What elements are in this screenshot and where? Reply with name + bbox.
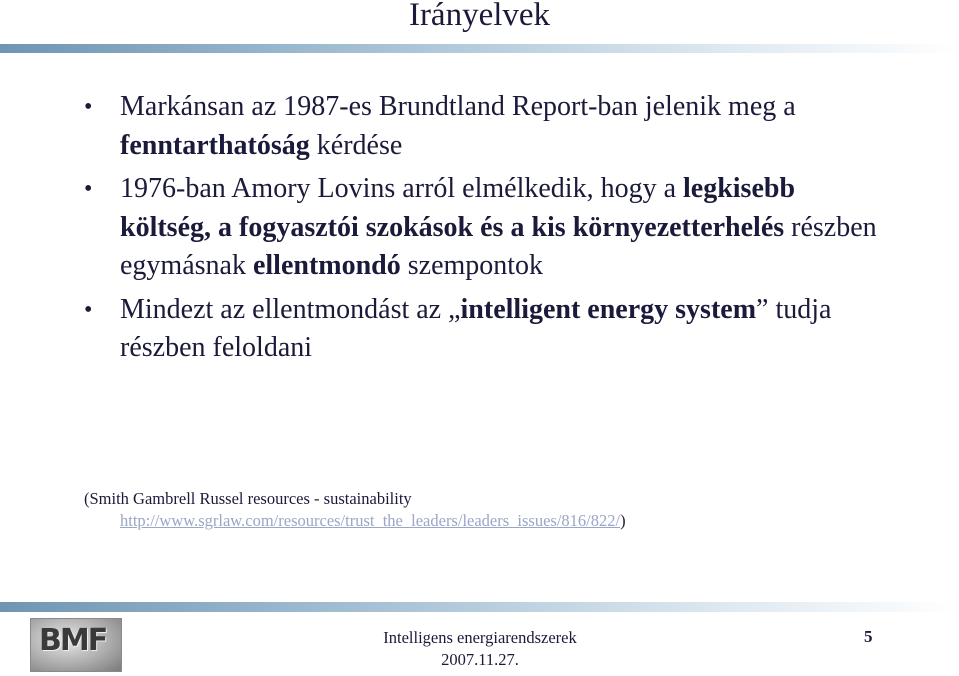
page-number: 5	[864, 627, 873, 646]
bullet-icon: •	[84, 296, 93, 323]
source-reference	[84, 488, 944, 532]
bullet-list	[84, 88, 884, 373]
source-link[interactable]: http://www.sgrlaw.com/resources/trust_the_leaders/leaders_issues/816/822/	[120, 511, 621, 530]
bullet-icon: •	[84, 94, 93, 120]
bullet-item: • 1976-ban Amory Lovins arról elmélkedik, hogy a legkisebb költség, a fogyasztói szokások és a kis környezetterhelés részben egymásnak ellentmondó szempontok	[84, 170, 884, 286]
bullet-item: • Mindezt az ellentmondást az „intelligent energy system” tudja részben feloldani	[84, 291, 884, 368]
top-divider	[0, 44, 959, 53]
source-close: )	[620, 511, 626, 530]
footer-info	[340, 627, 620, 671]
bullet-icon: •	[84, 176, 93, 202]
slide-title: Irányelvek	[408, 0, 551, 33]
bmf-logo	[30, 618, 122, 672]
bottom-divider	[0, 602, 959, 612]
bullet-item: • Markánsan az 1987-es Brundtland Report-ban jelenik meg a fenntarthatóság kérdése	[84, 88, 884, 165]
logo-text: BMF	[39, 623, 107, 658]
source-line: (Smith Gambrell Russel resources - sustainability	[84, 489, 412, 508]
footer-date: 2007.11.27.	[441, 650, 519, 669]
footer-title: Intelligens energiarendszerek	[383, 628, 577, 647]
